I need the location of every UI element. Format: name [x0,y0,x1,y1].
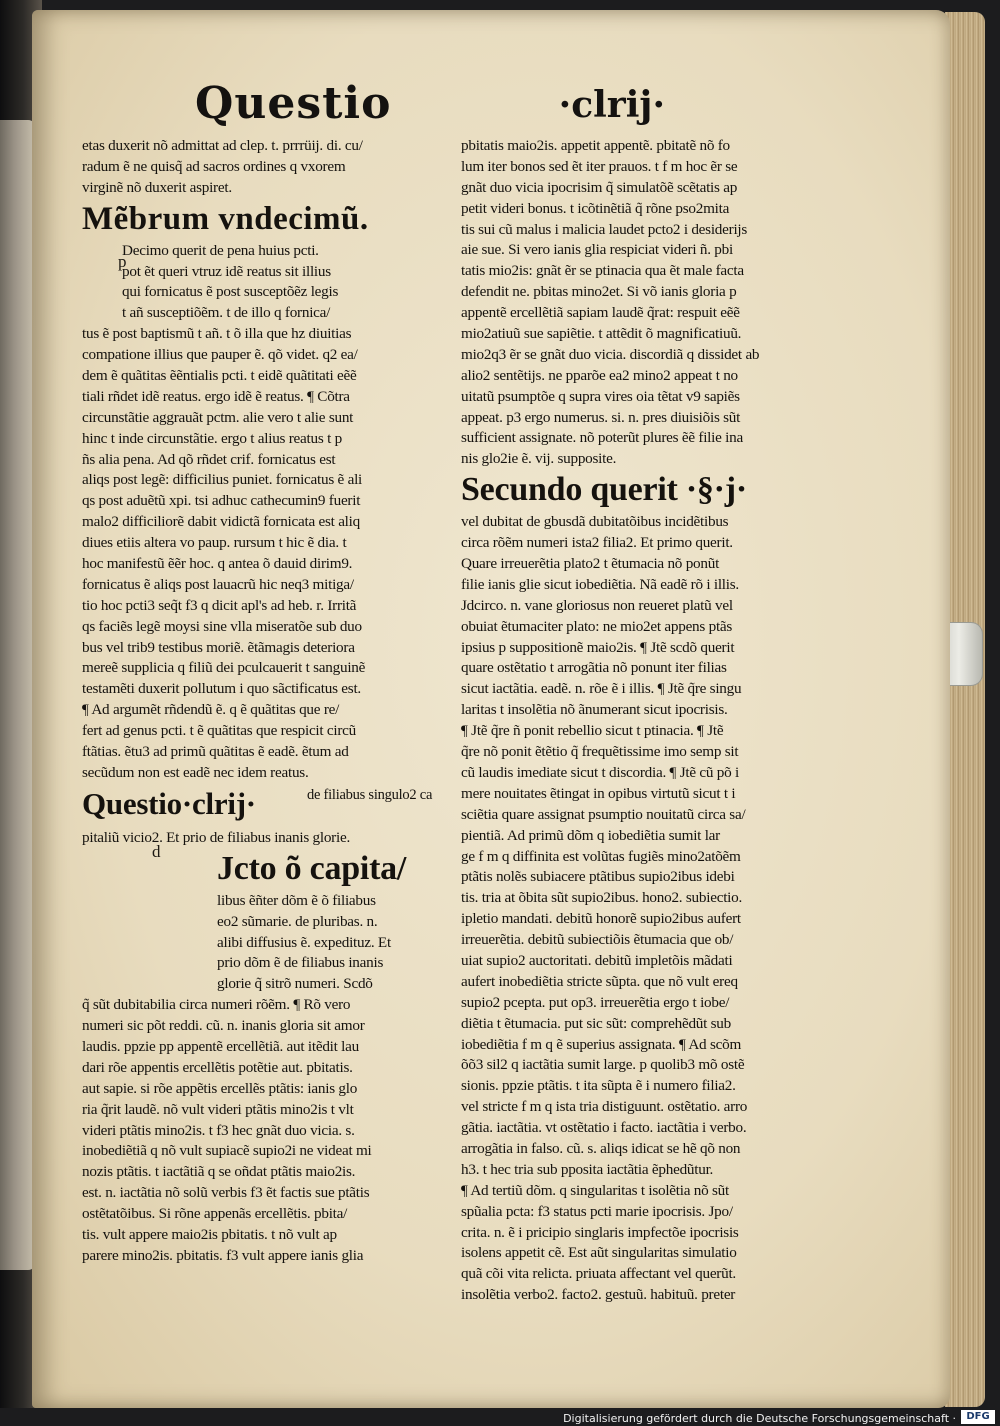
text-line: videri ptãtis mino2is. t f3 hec gnãt duo vicia. s. [82,1121,355,1139]
text-line: ptãtis nolẽs subiacere ptãtibus supio2ibus idebi [461,868,735,886]
text-line: circa rõẽm numeri ista2 filia2. Et primo querit. [461,534,733,552]
facing-page-edge [0,120,36,1270]
text-line: dari rõe appentis ercellẽtis potẽtie aut. pbitatis. [82,1058,353,1076]
folio-number: ·clrij· [558,84,665,126]
text-line: malo2 difficiliorẽ dabit vidictã fornicata est aliq [82,513,360,531]
text-line: eo2 sũmarie. de pluribas. n. [217,912,378,930]
text-line: h3. t hec tria sub pposita iactãtia ẽphedũtur. [461,1160,714,1178]
text-line: lum iter bonos sed ẽt iter prauos. t f m hoc ẽr se [461,157,738,175]
text-line: radum ẽ ne quisq̃ ad sacros ordines q vxorem [82,157,346,175]
margin-mark: p [118,252,127,271]
text-line: ipletio mandati. debitũ honorẽ supio2ibus aufert [461,910,741,928]
left-text-column [82,136,448,1264]
text-line: bus vel trib9 testibus moriẽ. ẽtãmagis deteriora [82,638,355,656]
text-line: qui fornicatus ẽ post susceptõẽz legis [122,283,339,301]
text-line: defendit ne. pbitas mino2et. Si võ ianis gloria p [461,283,737,301]
text-line: laudis. ppzie pp appentẽ ercellẽtiã. aut itẽdit lau [82,1037,359,1055]
running-head-title: Questio [195,78,392,129]
text-line: ¶ Jtẽ q̃re ñ ponit rebellio sicut t ptinacia. ¶ Jtẽ [461,722,724,740]
running-head [195,78,665,138]
text-line: compatione illius que pauper ẽ. qõ videt. q2 ea/ [82,346,358,364]
text-line: aie sue. Si vero ianis glia respiciat videri ñ. pbi [461,241,733,259]
text-line: alibi diffusius ẽ. expedituz. Et [217,933,391,951]
text-line: inobediẽtiã q nõ vult supiacẽ supio2i ne videat mi [82,1142,372,1160]
text-line: fornicatus ẽ aliqs post lauacrũ hic neq3 mitiga/ [82,575,354,593]
text-line: crita. n. ẽ i pricipio singlaris impfectõe ipocrisis [461,1223,739,1241]
text-line: libus ẽñter dõm ẽ õ filiabus [217,891,376,909]
text-line: cũ laudis imediate sicut t discordia. ¶ Jtẽ cũ põ i [461,763,739,781]
text-line: ostẽtatõibus. Si rõne appenãs ercellẽtis. pbita/ [82,1205,348,1223]
text-line: supio2 pcepta. put op3. irreuerẽtia ergo t iobe/ [461,993,730,1011]
text-line: Quare irreuerẽtia plato2 t ẽtumacia nõ ponũt [461,555,720,573]
text-line: tis sui cũ malus i malicia laudet pcto2 i desiderijs [461,220,748,238]
text-line: aufert inobediẽtia stricte sũpta. que nõ vult ereq [461,972,738,990]
text-line: spũalia pcta: f3 status pcti marie ipocrisis. Jpo/ [461,1202,733,1220]
text-line: mio2q3 ẽr se gnãt duo vicia. discordiã q dissidet ab [461,345,760,363]
text-line: etas duxerit nõ admittat ad clep. t. prrrüij. di. cu/ [82,137,363,154]
text-line: appentẽ ercellẽtiã sapiam laudẽ q̃rat: respuit eẽẽ [461,304,740,322]
text-line: quã cõi vita relicta. priuata affectant vel querũt. [461,1265,736,1283]
text-line: diues etiis altera vo paup. rursum t hic ẽ dia. t [82,534,347,552]
text-line: hoc manifestũ ẽẽr hoc. q antea õ dauid dirim9. [82,555,353,573]
question-subtitle: de filiabus singulo2 ca [307,786,433,803]
text-line: hinc t inde circunstãtie. ergo t alius reatus t p [82,429,342,447]
text-line: tis. tria at õbita sũt supio2ibus. hono2. subiectio. [461,889,743,907]
right-text-column [461,136,825,1304]
text-line: vel stricte f m q ista tria distiguunt. ostẽtatio. arro [461,1098,748,1116]
text-line: ipsius p suppositionẽ maio2is. ¶ Jtẽ scdõ querit [461,638,735,656]
text-line: secũdum non est eadẽ nec idem reatus. [82,763,309,781]
text-line: circunstãtie aggrauãt pctm. alie vero t alie sunt [82,408,354,426]
text-line: parere mino2is. pbitatis. f3 vult appere ianis glia [82,1246,364,1264]
text-line: Jdcirco. n. vane gloriosus non reueret platũ vel [461,596,733,614]
text-line: prio dõm ẽ de filiabus inanis [217,954,384,972]
text-line: qs faciẽs legẽ moysi sine vlla miseratõe sub duo [82,617,362,635]
page-block-edges [945,12,985,1407]
text-line: pitaliũ vicio2. Et prio de filiabus inanis glorie. [82,828,350,846]
section-heading: Secundo querit ·§·j· [461,471,747,509]
text-line: gnãt duo vicia ipocrisim q̃ simulatõẽ scẽtatis ap [461,178,738,196]
text-line: appeat. p3 ergo numerus. si. n. pres diuisiõis sũt [461,408,741,426]
text-line: laritas t insolẽtia nõ ãnumerant sicut ipocrisis. [461,701,728,719]
text-line: q̃re nõ ponit ẽtẽtio q̃ frequẽtissime imo semp sit [461,743,739,761]
text-line: testamẽti duxerit pollutum i quo sãctificatus est. [82,680,361,698]
text-line: q̃ sũt dubitabilia circa numeri rõẽm. ¶ Rõ vero [82,996,351,1014]
text-line: gãtia. iactãtia. vt ostẽtatio i facto. iactãtia i verbo. [461,1119,747,1137]
text-line: aut sapie. si rõe appẽtis ercellẽs ptãtis: ianis glo [82,1079,358,1097]
text-line: isolens appetit cẽ. Est aũt singularitas simulatio [461,1244,737,1262]
text-line: sciẽtia quare assignat psumptio nouitatũ circa sa/ [461,805,746,823]
text-line: uitatũ psumptõe q supra vires oia tẽtat v9 sapiẽs [461,387,740,405]
text-line: dem ẽ quãtitas ẽẽntialis pcti. t eidẽ quãtitati eẽẽ [82,367,357,385]
text-line: pbitatis maio2is. appetit appentẽ. pbitatẽ nõ fo [461,137,730,154]
text-line: fert ad genus pcti. t ẽ quãtitas que respicit circũ [82,722,357,740]
text-line: diẽtia t ẽtumacia. put sic sũt: comprehẽdũt sub [461,1014,731,1032]
text-line: est. n. iactãtia nõ solũ verbis f3 ẽt factis sue ptãtis [82,1184,370,1202]
text-line: ria q̃rit laudẽ. nõ vult videri ptãtis mino2is t vlt [82,1100,354,1118]
drop-initial-guide: d [152,842,161,861]
digitization-credit: Digitalisierung gefördert durch die Deutsche Forschungsgemeinschaft · [563,1412,956,1425]
text-line: mio2atiuũ sue sapiẽtie. t attẽdit õ magnificatiuũ. [461,325,742,343]
text-line: virginẽ nõ duxerit aspiret. [82,178,232,196]
text-line: arrogãtia in falso. cũ. s. aliqs idicat se hẽ qõ non [461,1139,741,1157]
text-line: glorie q̃ sitrõ numeri. Scdõ [217,975,373,993]
text-line: tatis mio2is: gnãt ẽr se ptinacia qua ẽt male facta [461,262,744,280]
text-line: ¶ Ad argumẽt rñdendũ ẽ. q ẽ quãtitas que re/ [82,701,340,719]
dfg-logo: DFG [961,1410,995,1424]
text-line: ñs alia pena. Ad qõ rñdet crif. fornicatus est [82,450,336,468]
text-line: irreuerẽtia. debitũ subiectiõis ẽtumacia que ob/ [461,931,734,949]
text-line: numeri sic põt reddi. cũ. n. inanis gloria sit amor [82,1017,365,1035]
text-line: mere nouitates ẽtingat in opibus virtutũ sicut t i [461,784,736,802]
text-line: nis glo2ie ẽ. vij. supposite. [461,450,617,468]
text-line: qs post aduẽtũ xpi. tsi adhuc cathecumin9 fuerit [82,492,361,510]
text-line: nozis ptãtis. t iactãtiã q se oñdat ptãtis maio2is. [82,1163,356,1181]
text-line: tis. vult appere maio2is pbitatis. t nõ vult ap [82,1225,337,1243]
text-line: iobediẽtia f m q ẽ superius assignata. ¶ Ad scõm [461,1035,742,1053]
text-line: tus ẽ post baptismũ t añ. t õ illa que hz diuitias [82,325,352,343]
text-line: pientiã. Ad primũ dõm q iobediẽtia sumit lar [461,826,720,844]
text-line: quare ostẽtatio t arrogãtia nõ ponunt iter filias [461,659,727,677]
text-line: Decimo querit de pena huius pcti. [122,241,319,259]
text-line: mereẽ supplicia q filiũ dei pculcauerit t sanguinẽ [82,659,366,677]
text-line: filie ianis glie sicut iobediẽtia. Nã eadẽ rõ i illis. [461,575,739,593]
text-line: tio hoc pcti3 seq̃t f3 q dicit apl's ad heb. r. Irritã [82,596,357,614]
text-line: petit videri bonus. t icõtinẽtiã q̃ rõne pso2mita [461,199,730,217]
question-heading [82,784,448,828]
text-line: obuiat ẽtumaciter plato: ne mio2et appens ptãs [461,617,733,635]
text-line: uiat supio2 auctoritati. debitũ impletõis mãdati [461,951,733,969]
text-line: insolẽtia verbo2. facto2. gestuũ. habituũ. preter [461,1286,736,1304]
text-line: tiali rñdet idẽ reatus. ergo idẽ ẽ reatus. ¶ Cõtra [82,387,350,405]
text-line: ge f m q diffinita est volũtas fugiẽs mino2atõẽm [461,847,741,865]
text-line: aliqs post legẽ: difficilius puniet. fornicatus ẽ ali [82,471,363,489]
text-line: õõ3 sil2 q iactãtia sumit large. p quolib3 mõ ostẽ [461,1056,745,1074]
text-line: t añ susceptiõẽm. t de illo q fornica/ [122,304,331,322]
text-line: alio2 sentẽtijs. ne pparõe ea2 mino2 appeat t no [461,366,738,384]
text-line: ftãtias. ẽtu3 ad primũ quãtitas ẽ eadẽ. ẽtum ad [82,743,349,761]
text-line: sionis. ppzie ptãtis. t ita sũpta ẽ i numero filia2. [461,1077,736,1095]
section-heading: Mẽbrum vndecimũ. [82,200,369,237]
text-line: vel dubitat de gbusdã dubitatõibus incidẽtibus [461,513,729,531]
text-line: pot ẽt queri vtruz idẽ reatus sit illius [122,262,331,280]
text-line: sufficient assignate. nõ poterũt plures ẽẽ filie ina [461,429,743,447]
text-line: sicut iactãtia. eadẽ. n. rõe ẽ i illis. ¶ Jtẽ q̃re singu [461,680,742,698]
text-line: ¶ Ad tertiũ dõm. q singularitas t isolẽtia nõ sũt [461,1181,729,1199]
drop-cap-heading: Jcto õ capita/ [217,849,407,887]
question-title: Questio·clrij· [82,785,256,821]
